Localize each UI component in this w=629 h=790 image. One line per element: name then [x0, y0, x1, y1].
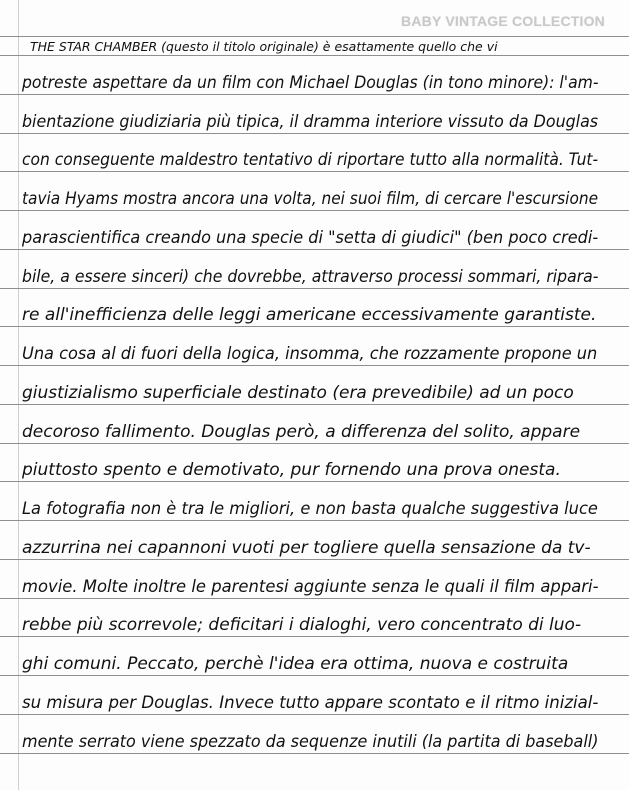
ruled-line	[0, 210, 629, 211]
ruled-line	[0, 675, 629, 676]
handwritten-line: potreste aspettare da un film con Michael Douglas (in tono minore): l'am-	[22, 72, 599, 93]
text-line	[0, 411, 629, 443]
ruled-line	[0, 133, 629, 134]
text-line	[0, 62, 629, 94]
text-line	[0, 721, 629, 753]
text-line	[0, 643, 629, 675]
handwritten-line: La fotografia non è tra le migliori, e non basta qualche suggestiva luce	[22, 499, 598, 519]
text-line	[0, 101, 629, 133]
text-line	[0, 23, 629, 55]
text-line	[0, 294, 629, 326]
handwritten-line: tavia Hyams mostra ancora una volta, nei suoi film, di cercare l'escursione	[22, 189, 599, 209]
ruled-line	[0, 598, 629, 599]
watermark: BABY VINTAGE COLLECTION	[401, 13, 605, 29]
handwritten-line: THE STAR CHAMBER (questo il titolo originale) è esattamente quello che vi	[30, 39, 498, 54]
handwritten-line: bile, a essere sinceri) che dovrebbe, attraverso processi sommari, ripara-	[22, 266, 599, 287]
text-line	[0, 372, 629, 404]
text-line	[0, 488, 629, 520]
handwritten-line: parascientifica creando una specie di "setta di giudici" (ben poco credi-	[22, 227, 599, 248]
text-line	[0, 604, 629, 636]
ruled-line	[0, 520, 629, 521]
ruled-line	[0, 559, 629, 560]
ruled-line	[0, 288, 629, 289]
ruled-line	[0, 404, 629, 405]
handwritten-line: re all'inefficienza delle leggi americane eccessivamente garantiste.	[22, 305, 597, 326]
handwritten-line: mente serrato viene spezzato da sequenze inutili (la partita di baseball)	[22, 731, 599, 752]
ruled-line	[0, 326, 629, 327]
handwritten-line: bientazione giudiziaria più tipica, il dramma interiore vissuto da Douglas	[22, 111, 599, 132]
handwritten-line: su misura per Douglas. Invece tutto appare scontato e il ritmo inizial-	[22, 692, 599, 713]
text-line	[0, 139, 629, 171]
text-line	[0, 333, 629, 365]
ruled-line	[0, 753, 629, 754]
handwritten-line: decoroso fallimento. Douglas però, a differenza del solito, appare	[22, 421, 581, 442]
ruled-line	[0, 249, 629, 250]
handwritten-line: azzurrina nei capannoni vuoti per togliere quella sensazione da tv-	[22, 537, 591, 558]
text-line	[0, 527, 629, 559]
handwritten-line: ghi comuni. Peccato, perchè l'idea era ottima, nuova e costruita	[22, 654, 569, 674]
ruled-line	[0, 36, 629, 37]
handwritten-line: piuttosto spento e demotivato, pur fornendo una prova onesta.	[22, 460, 561, 481]
text-line	[0, 566, 629, 598]
text-line	[0, 178, 629, 210]
handwritten-line: con conseguente maldestro tentativo di riportare tutto alla normalità. Tut-	[22, 150, 599, 171]
text-line	[0, 449, 629, 481]
ruled-line	[0, 481, 629, 482]
handwritten-line: movie. Molte inoltre le parentesi aggiunte senza le quali il film appari-	[22, 576, 599, 597]
ruled-line	[0, 443, 629, 444]
handwritten-line: Una cosa al di fuori della logica, insomma, che rozzamente propone un	[22, 344, 598, 364]
ruled-line	[0, 714, 629, 715]
ruled-line	[0, 171, 629, 172]
handwritten-line: rebbe più scorrevole; deficitari i dialoghi, vero concentrato di luo-	[22, 615, 582, 636]
ruled-line	[0, 636, 629, 637]
text-line	[0, 217, 629, 249]
text-line	[0, 682, 629, 714]
ruled-line	[0, 55, 629, 56]
text-line	[0, 256, 629, 288]
ruled-line	[0, 365, 629, 366]
handwritten-line: giustizialismo superficiale destinato (era prevedibile) ad un poco	[22, 382, 574, 403]
ruled-line	[0, 94, 629, 95]
